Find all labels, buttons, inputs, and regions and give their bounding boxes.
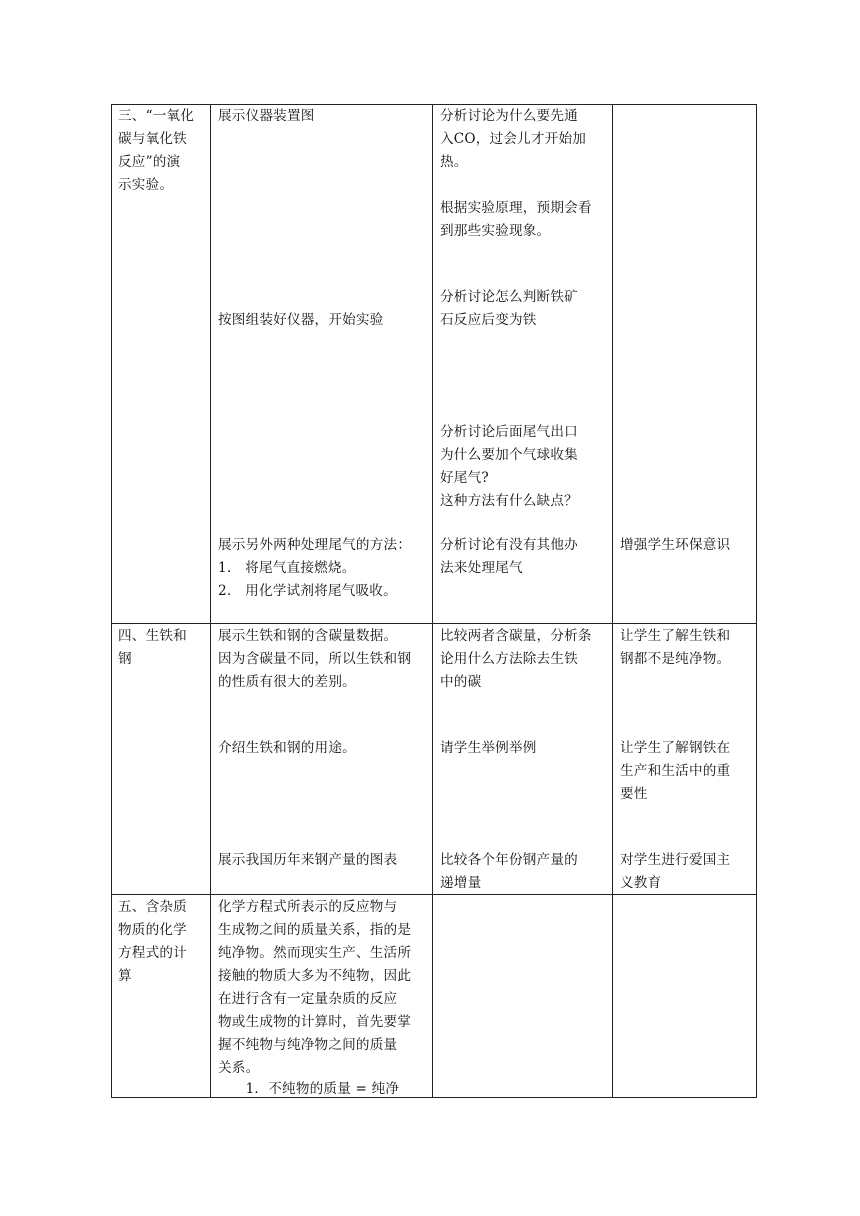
text-line: 好尾气? — [440, 470, 489, 486]
text-line: 纯净物。然而现实生产、生活所 — [218, 945, 412, 961]
text-line: 介绍生铁和钢的用途。 — [218, 740, 356, 756]
list-item: 1. 将尾气直接燃烧。 — [218, 560, 356, 576]
text-line: 热。 — [440, 154, 468, 170]
table-row — [112, 105, 757, 624]
student-activity-cell — [433, 105, 613, 624]
text-line: 义教育 — [620, 875, 662, 891]
text-line: 分析讨论为什么要先通 — [440, 108, 578, 124]
table-row — [112, 624, 757, 895]
topic-cell — [112, 105, 211, 624]
text-line: 比较两者含碳量，分析条 — [440, 628, 592, 644]
text-line: 物或生成物的计算时，首先要掌 — [218, 1014, 412, 1030]
topic-line: 方程式的计 — [118, 945, 187, 961]
text-line: 的性质有很大的差别。 — [218, 674, 356, 690]
table-row — [112, 895, 757, 1098]
text-line: 展示另外两种处理尾气的方法： — [218, 537, 412, 553]
topic-line: 四、生铁和 — [118, 628, 187, 644]
text-line: 生成物之间的质量关系，指的是 — [218, 922, 412, 938]
text-line: 在进行含有一定量杂质的反应 — [218, 991, 398, 1007]
text-line: 展示我国历年来钢产量的图表 — [218, 852, 398, 868]
text-line: 握不纯物与纯净物之间的质量 — [218, 1037, 398, 1053]
text-line: 为什么要加个气球收集 — [440, 447, 578, 463]
text-line: 请学生举例举例 — [440, 740, 537, 756]
text-line: 因为含碳量不同，所以生铁和钢 — [218, 651, 412, 667]
text-line: 按图组装好仪器，开始实验 — [218, 312, 384, 328]
topic-cell — [112, 624, 211, 895]
topic-cell — [112, 895, 211, 1098]
text-line: 生产和生活中的重 — [620, 763, 731, 779]
student-activity-cell — [433, 895, 613, 1098]
text-line: 1．不纯物的质量 = 纯净 — [218, 1081, 400, 1097]
text-line: 展示生铁和钢的含碳量数据。 — [218, 628, 398, 644]
text-line: 法来处理尾气 — [440, 560, 523, 576]
topic-line: 钢 — [118, 651, 132, 667]
teacher-activity-cell — [211, 895, 433, 1098]
topic-line: 五、含杂质 — [118, 899, 187, 915]
text-line: 对学生进行爱国主 — [620, 852, 731, 868]
text-line: 分析讨论有没有其他办 — [440, 537, 578, 553]
topic-line: 算 — [118, 968, 132, 984]
text-line: 根据实验原理，预期会看 — [440, 200, 592, 216]
text-line: 分析讨论怎么判断铁矿 — [440, 289, 578, 305]
student-activity-cell — [433, 624, 613, 895]
text-line: 钢都不是纯净物。 — [620, 651, 731, 667]
text-line: 分析讨论后面尾气出口 — [440, 424, 578, 440]
list-item: 2. 用化学试剂将尾气吸收。 — [218, 583, 397, 599]
topic-line: 三、“一氧化 — [118, 108, 195, 124]
topic-line: 示实验。 — [118, 177, 174, 193]
text-line: 入CO，过会儿才开始加 — [440, 131, 587, 147]
text-line: 展示仪器装置图 — [218, 108, 315, 124]
design-intent-cell — [613, 105, 757, 624]
text-line: 中的碳 — [440, 674, 482, 690]
text-line: 要性 — [620, 786, 648, 802]
design-intent-cell — [613, 624, 757, 895]
text-line: 论用什么方法除去生铁 — [440, 651, 578, 667]
lesson-plan-table — [111, 104, 757, 1098]
topic-line: 物质的化学 — [118, 922, 187, 938]
teacher-activity-cell — [211, 105, 433, 624]
text-line: 比较各个年份钢产量的 — [440, 852, 578, 868]
text-line: 石反应后变为铁 — [440, 312, 537, 328]
topic-line: 碳与氧化铁 — [118, 131, 187, 147]
text-line: 这种方法有什么缺点？ — [440, 493, 578, 509]
text-line: 化学方程式所表示的反应物与 — [218, 899, 398, 915]
text-line: 递增量 — [440, 875, 482, 891]
text-line: 关系。 — [218, 1060, 260, 1076]
text-line: 接触的物质大多为不纯物，因此 — [218, 968, 412, 984]
text-line: 增强学生环保意识 — [620, 537, 731, 553]
topic-line: 反应”的演 — [118, 154, 181, 170]
text-line: 让学生了解生铁和 — [620, 628, 731, 644]
teacher-activity-cell — [211, 624, 433, 895]
design-intent-cell — [613, 895, 757, 1098]
text-line: 到那些实验现象。 — [440, 223, 551, 239]
text-line: 让学生了解钢铁在 — [620, 740, 731, 756]
